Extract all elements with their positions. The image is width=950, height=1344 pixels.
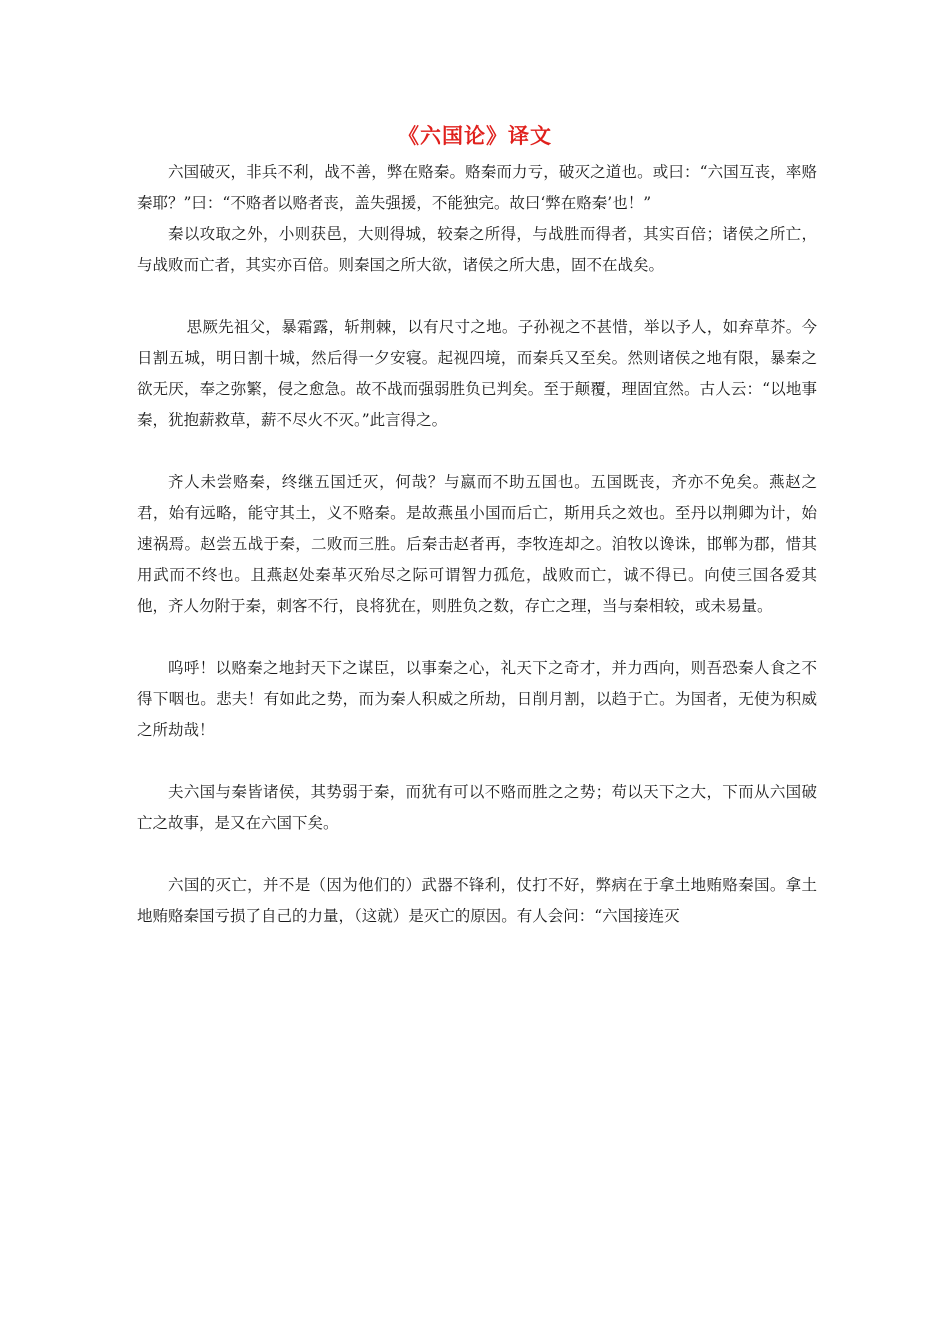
paragraph-7: 六国的灭亡，并不是（因为他们的）武器不锋利，仗打不好，弊病在于拿土地贿赂秦国。拿土地贿赂秦国亏损了自己的力量，（这就）是灭亡的原因。有人会问：“六国接连灭 bbox=[137, 876, 817, 925]
paragraph-6: 夫六国与秦皆诸侯，其势弱于秦，而犹有可以不赂而胜之之势；苟以天下之大，下而从六国破亡之故事，是又在六国下矣。 bbox=[137, 783, 817, 832]
paragraph-3: 思厥先祖父，暴霜露，斩荆棘，以有尺寸之地。子孙视之不甚惜，举以予人，如弃草芥。今日割五城，明日割十城，然后得一夕安寝。起视四境，而秦兵又至矣。然则诸侯之地有限，暴秦之欲无厌，奉之弥繁，侵之愈急。故不战而强弱胜负已判矣。至于颠覆，理固宜然。古人云：“以地事秦，犹抱薪救草，薪不尽火不灭。”此言得之。 bbox=[137, 318, 817, 429]
paragraph-2: 秦以攻取之外，小则获邑，大则得城，较秦之所得，与战胜而得者，其实百倍；诸侯之所亡，与战败而亡者，其实亦百倍。则秦国之所大欲，诸侯之所大患，固不在战矣。 bbox=[137, 225, 817, 274]
document-title: 《六国论》译文 bbox=[398, 123, 552, 148]
paragraph-5: 呜呼！以赂秦之地封天下之谋臣，以事秦之心，礼天下之奇才，并力西向，则吾恐秦人食之不得下咽也。悲夫！有如此之势，而为秦人积威之所劫，日削月割，以趋于亡。为国者，无使为积威之所劫哉！ bbox=[137, 659, 817, 739]
paragraph-1: 六国破灭，非兵不利，战不善，弊在赂秦。赂秦而力亏，破灭之道也。或曰：“六国互丧，率赂秦耶？”曰：“不赂者以赂者丧，盖失强援，不能独完。故曰‘弊在赂秦’也！” bbox=[137, 163, 817, 212]
paragraph-4: 齐人未尝赂秦，终继五国迁灭，何哉？与嬴而不助五国也。五国既丧，齐亦不免矣。燕赵之君，始有远略，能守其土，义不赂秦。是故燕虽小国而后亡，斯用兵之效也。至丹以荆卿为计，始速祸焉。赵尝五战于秦，二败而三胜。后秦击赵者再，李牧连却之。洎牧以谗诛，邯郸为郡，惜其用武而不终也。且燕赵处秦革灭殆尽之际可谓智力孤危，战败而亡，诚不得已。向使三国各爱其他，齐人勿附于秦，刺客不行，良将犹在，则胜负之数，存亡之理，当与秦相较，或未易量。 bbox=[137, 473, 817, 615]
document-body bbox=[137, 157, 817, 932]
